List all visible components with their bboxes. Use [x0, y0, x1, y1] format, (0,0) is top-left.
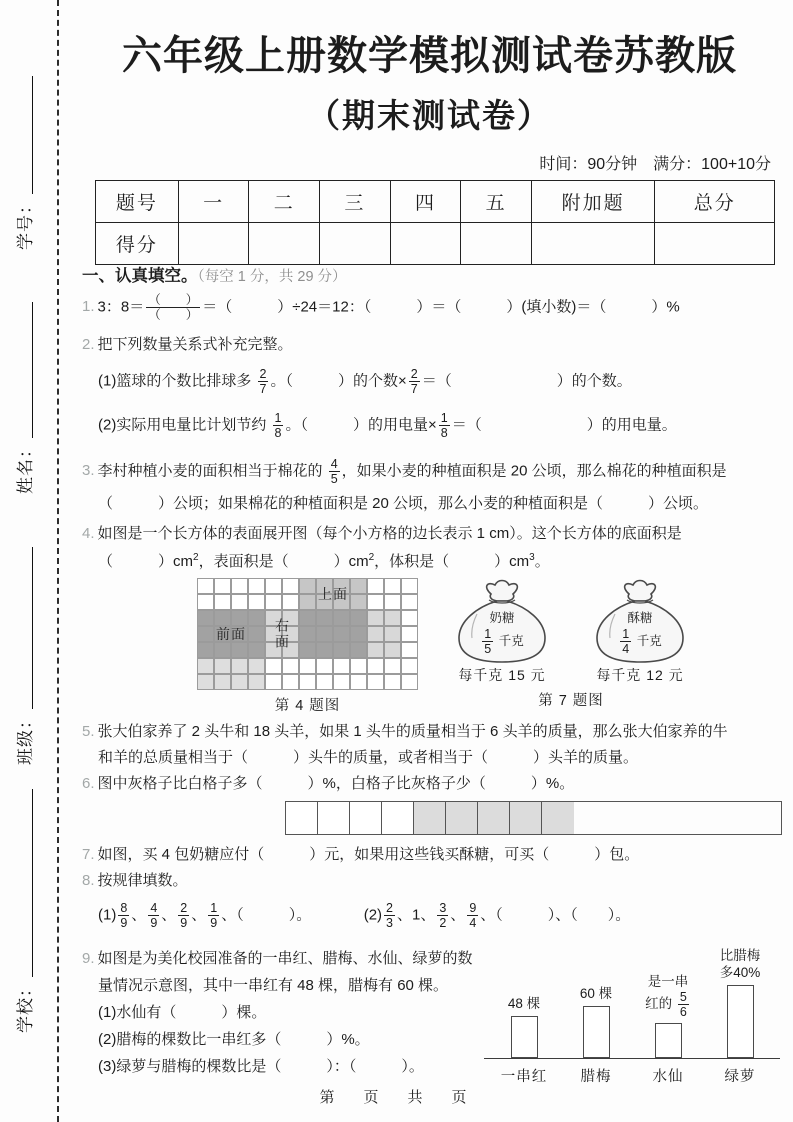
question-9-item-1: (1)水仙有（ ）棵。	[98, 1004, 267, 1021]
net-grid-cell	[367, 626, 384, 642]
chart-bar	[511, 1016, 538, 1058]
candy-bag-milk	[446, 578, 558, 685]
net-grid-cell	[265, 594, 282, 610]
net-grid-cell	[367, 578, 384, 594]
question-9-item-3: (3)绿萝与腊梅的棵数比是（ ）：（ ）。	[98, 1058, 424, 1075]
net-grid-cell	[350, 658, 367, 674]
side-field-student-name	[13, 302, 37, 494]
net-grid-cell	[333, 658, 350, 674]
score-table-cell: 二	[249, 181, 320, 223]
question-9-item-2: (2)腊梅的棵数比一串红多（ ）%。	[98, 1031, 370, 1048]
question-6: 6. 图中灰格子比白格子多（ ）%，白格子比灰格子少（ ）%。	[82, 775, 575, 792]
net-grid-cell	[231, 658, 248, 674]
fraction: $\frac{1}{8}$	[440, 410, 448, 440]
class-label: 班级：	[16, 711, 35, 765]
strip-white-cell	[382, 802, 414, 834]
candy-bag-crisp	[584, 578, 696, 685]
net-grid-cell	[248, 658, 265, 674]
fraction: $\frac{1}{9}$	[210, 900, 218, 930]
question-2-item-2: (2)实际用电量比计划节约 $\frac{1}{8}$ 。（ ）的用电量× $\frac{1}{8}$ ＝（ ）的用电量。	[98, 410, 677, 440]
net-grid-cell	[282, 594, 299, 610]
score-table-cell: 得分	[96, 223, 179, 265]
net-grid-cell	[299, 658, 316, 674]
question-9-line-2: 量情况示意图，其中一串红有 48 棵，腊梅有 60 棵。	[98, 977, 449, 994]
section-one-points-note: （每空 1 分，共 29 分）	[197, 269, 347, 285]
net-grid-cell	[367, 610, 384, 626]
fraction: $\frac{1}{8}$	[274, 410, 282, 440]
score-table-cell: 三	[320, 181, 391, 223]
fraction: $\frac{8}{9}$	[120, 900, 128, 930]
question-5-line-2: 和羊的总质量相当于（ ）头牛的质量，或者相当于（ ）头羊的质量。	[98, 749, 639, 766]
student-id-label: 学号：	[16, 196, 35, 250]
fraction: $\frac{1}{4}$	[622, 627, 630, 656]
strip-white-cell	[286, 802, 318, 834]
question-number: 2.	[82, 336, 95, 353]
question-2: 2. 把下列数量关系式补充完整。	[82, 336, 293, 353]
strip-gray-cell	[446, 802, 478, 834]
net-grid-cell	[214, 594, 231, 610]
net-grid-cell	[333, 642, 350, 658]
strip-gray-cell	[510, 802, 542, 834]
strip-white-cell	[318, 802, 350, 834]
chart-column	[560, 985, 632, 1058]
net-grid-cell	[231, 594, 248, 610]
section-fill-in-blanks	[82, 258, 782, 1086]
net-grid-cell	[333, 610, 350, 626]
score-table-cell: 一	[178, 181, 249, 223]
page-footer: 第 页 共 页	[319, 1089, 474, 1106]
question-number: 7.	[82, 846, 95, 863]
net-grid-cell	[367, 674, 384, 690]
chart-category-label: 一串红	[500, 1069, 548, 1085]
question-number: 1.	[82, 298, 95, 315]
net-grid	[197, 578, 418, 690]
fraction: $\frac{2}{9}$	[180, 900, 188, 930]
bar-annotation: 比腊梅 多40%	[719, 948, 761, 980]
class-writeline	[32, 547, 33, 709]
page-title: 六年级上册数学模拟测试卷苏教版	[122, 34, 737, 78]
chart-category-label: 绿萝	[724, 1069, 756, 1085]
bag-candy-price: 每千克 15 元	[458, 667, 546, 683]
net-grid-cell	[316, 642, 333, 658]
net-grid-cell	[384, 626, 401, 642]
score-table-cell: 总分	[655, 181, 775, 223]
net-grid-cell	[350, 610, 367, 626]
net-grid-cell	[316, 658, 333, 674]
net-grid-cell	[401, 594, 418, 610]
fraction: $\frac{1}{5}$	[484, 627, 492, 656]
net-face-label: 右面	[274, 618, 290, 650]
net-grid-cell	[350, 626, 367, 642]
bag-candy-name: 奶糖	[489, 611, 515, 625]
chart-category-label: 水仙	[652, 1069, 684, 1085]
net-grid-cell	[401, 674, 418, 690]
net-grid-cell	[282, 578, 299, 594]
flowers-bar-chart	[484, 947, 780, 1086]
net-grid-cell	[384, 594, 401, 610]
question-number: 6.	[82, 775, 95, 792]
net-grid-cell	[316, 674, 333, 690]
chart-categories	[484, 1059, 780, 1086]
bag-candy-amount: $\frac{1}{5}$ 千克	[484, 627, 524, 656]
question-number: 4.	[82, 525, 95, 542]
net-grid-cell	[214, 674, 231, 690]
question-3-line-2: （ ）公顷；如果棉花的种植面积是 20 公顷，那么小麦的种植面积是（ ）公顷。	[98, 495, 709, 512]
net-grid-cell	[384, 658, 401, 674]
strip-figure	[285, 801, 782, 835]
net-grid-cell	[214, 578, 231, 594]
net-grid-cell	[384, 610, 401, 626]
section-one-heading	[82, 262, 782, 285]
question-5-line-1: 5. 张大伯家养了 2 头牛和 18 头羊，如果 1 头牛的质量相当于 6 头羊的质量，那么张大伯家养的牛	[82, 723, 728, 740]
net-grid-cell	[350, 674, 367, 690]
time-score-info: 时间：90分钟 满分：100+10分	[539, 156, 771, 173]
student-name-writeline	[32, 302, 33, 438]
net-grid-cell	[384, 578, 401, 594]
net-grid-cell	[197, 658, 214, 674]
student-id-writeline	[32, 76, 33, 194]
question-8-items: (1) $\frac{8}{9}$ 、 $\frac{4}{9}$ 、 $\frac{2}{9}$ 、 $\frac{1}{9}$ 、（ ）。 (2) $\frac{2}{3}$ 、1、 $\frac{3}{2}$ 、 $\frac{9}{4}$ 、（ ）、（ ）。	[98, 900, 631, 930]
net-grid-cell	[299, 642, 316, 658]
net-face-label: 上面	[318, 586, 348, 602]
student-name-label: 姓名：	[16, 440, 35, 494]
net-grid-cell	[265, 658, 282, 674]
score-table-cell: 五	[461, 181, 532, 223]
strip-gray-cell	[478, 802, 510, 834]
question-7: 7. 如图，买 4 包奶糖应付（ ）元，如果用这些钱买酥糖，可买（ ）包。	[82, 846, 640, 863]
strip-white-cell	[350, 802, 382, 834]
fraction: $\frac{4}{9}$	[150, 900, 158, 930]
score-table-cell: 附加题	[531, 181, 655, 223]
fraction: $\frac{5}{6}$	[679, 990, 687, 1019]
figures-row	[82, 578, 782, 714]
fraction: $\frac{2}{7}$	[410, 366, 418, 396]
net-grid-cell	[299, 626, 316, 642]
net-grid-cell	[401, 642, 418, 658]
net-grid-cell	[384, 674, 401, 690]
bag-candy-name: 酥糖	[627, 611, 653, 625]
score-table	[95, 180, 775, 265]
question-4-line-1: 4. 如图是一个长方体的表面展开图（每个小方格的边长表示 1 cm）。这个长方体的底面积是	[82, 525, 682, 542]
net-grid-cell	[401, 578, 418, 594]
school-writeline	[32, 789, 33, 977]
net-grid-cell	[248, 578, 265, 594]
fraction: $\frac{2}{3}$	[386, 900, 393, 930]
net-grid-cell	[333, 626, 350, 642]
bag-candy-amount: $\frac{1}{4}$ 千克	[622, 627, 662, 656]
chart-bar	[583, 1006, 610, 1058]
fraction: $\frac{9}{4}$	[469, 900, 477, 930]
chart-column	[632, 973, 704, 1058]
net-grid-cell	[214, 658, 231, 674]
net-grid-cell	[333, 674, 350, 690]
strip-gray-cell	[414, 802, 446, 834]
net-grid-cell	[401, 610, 418, 626]
school-label: 学校：	[16, 979, 35, 1033]
chart-bar	[727, 985, 754, 1058]
strip-gray-cell	[542, 802, 574, 834]
question-2-item-1: (1)篮球的个数比排球多 $\frac{2}{7}$ 。（ ）的个数× $\frac{2}{7}$ ＝（ ）的个数。	[98, 366, 632, 396]
side-field-school	[13, 789, 37, 1033]
bar-annotation: 是一串 红的 $\frac{5}{6}$	[645, 974, 689, 1019]
chart-columns	[484, 947, 780, 1059]
net-grid-cell	[367, 594, 384, 610]
net-grid-cell	[350, 642, 367, 658]
bar-annotation: 48 棵	[507, 996, 541, 1011]
question-1: 1. 3：8＝ $\frac{( )}{( )}$ ＝（ ）÷24＝12：（ ）＝（ ）(填小数)＝（ ）%	[82, 292, 680, 322]
question-4-line-2: （ ）$cm^2$，表面积是（ ）$cm^2$，体积是（ ）$cm^3$。	[98, 552, 550, 570]
cuboid-net-figure	[197, 578, 418, 714]
bags-figure-caption: 第 7 题图	[538, 693, 604, 709]
fraction: $\frac{( )}{( )}$	[148, 292, 199, 322]
chart-bar	[655, 1023, 682, 1058]
net-grid-cell	[367, 658, 384, 674]
net-grid-cell	[248, 674, 265, 690]
chart-category-label: 腊梅	[580, 1069, 612, 1085]
score-table-cell: 题号	[96, 181, 179, 223]
net-grid-cell	[299, 674, 316, 690]
net-grid-cell	[401, 658, 418, 674]
page-subtitle: （期末测试卷）	[307, 97, 552, 134]
section-one-title: 一、认真填空。	[82, 267, 198, 285]
net-grid-cell	[316, 626, 333, 642]
fraction: $\frac{4}{5}$	[330, 456, 338, 486]
candy-bags-figure	[446, 578, 696, 709]
net-grid-cell	[231, 578, 248, 594]
net-figure-caption: 第 4 题图	[274, 698, 341, 714]
side-field-class	[13, 547, 37, 765]
net-grid-cell	[316, 610, 333, 626]
question-number: 9.	[82, 950, 95, 967]
question-number: 8.	[82, 872, 95, 889]
net-grid-cell	[265, 674, 282, 690]
question-number: 5.	[82, 723, 95, 740]
question-8: 8. 按规律填数。	[82, 872, 188, 889]
score-table-cell: 四	[390, 181, 461, 223]
net-grid-cell	[265, 578, 282, 594]
question-9-line-1: 9. 如图是为美化校园准备的一串红、腊梅、水仙、绿萝的数	[82, 950, 473, 967]
net-grid-cell	[197, 594, 214, 610]
net-grid-cell	[299, 610, 316, 626]
chart-column	[704, 947, 776, 1058]
net-grid-cell	[231, 674, 248, 690]
net-grid-cell	[401, 626, 418, 642]
fraction: $\frac{2}{7}$	[259, 366, 267, 396]
question-3-line-1: 3. 李村种植小麦的面积相当于棉花的 $\frac{4}{5}$ ，如果小麦的种植面积是 20 公顷，那么棉花的种植面积是	[82, 456, 727, 486]
binding-dashed-line	[57, 0, 59, 1122]
net-grid-cell	[282, 674, 299, 690]
net-grid-cell	[367, 642, 384, 658]
net-grid-cell	[248, 594, 265, 610]
bar-annotation: 60 棵	[579, 986, 613, 1001]
question-number: 3.	[82, 462, 95, 479]
question-9-block	[82, 945, 782, 1086]
fraction: $\frac{3}{2}$	[439, 900, 447, 930]
chart-column	[488, 995, 560, 1058]
net-grid-cell	[197, 674, 214, 690]
net-grid-cell	[384, 642, 401, 658]
net-grid-cell	[282, 658, 299, 674]
net-face-label: 前面	[216, 626, 246, 642]
side-field-student-id	[13, 76, 37, 250]
bag-candy-price: 每千克 12 元	[596, 667, 684, 683]
net-grid-cell	[197, 578, 214, 594]
